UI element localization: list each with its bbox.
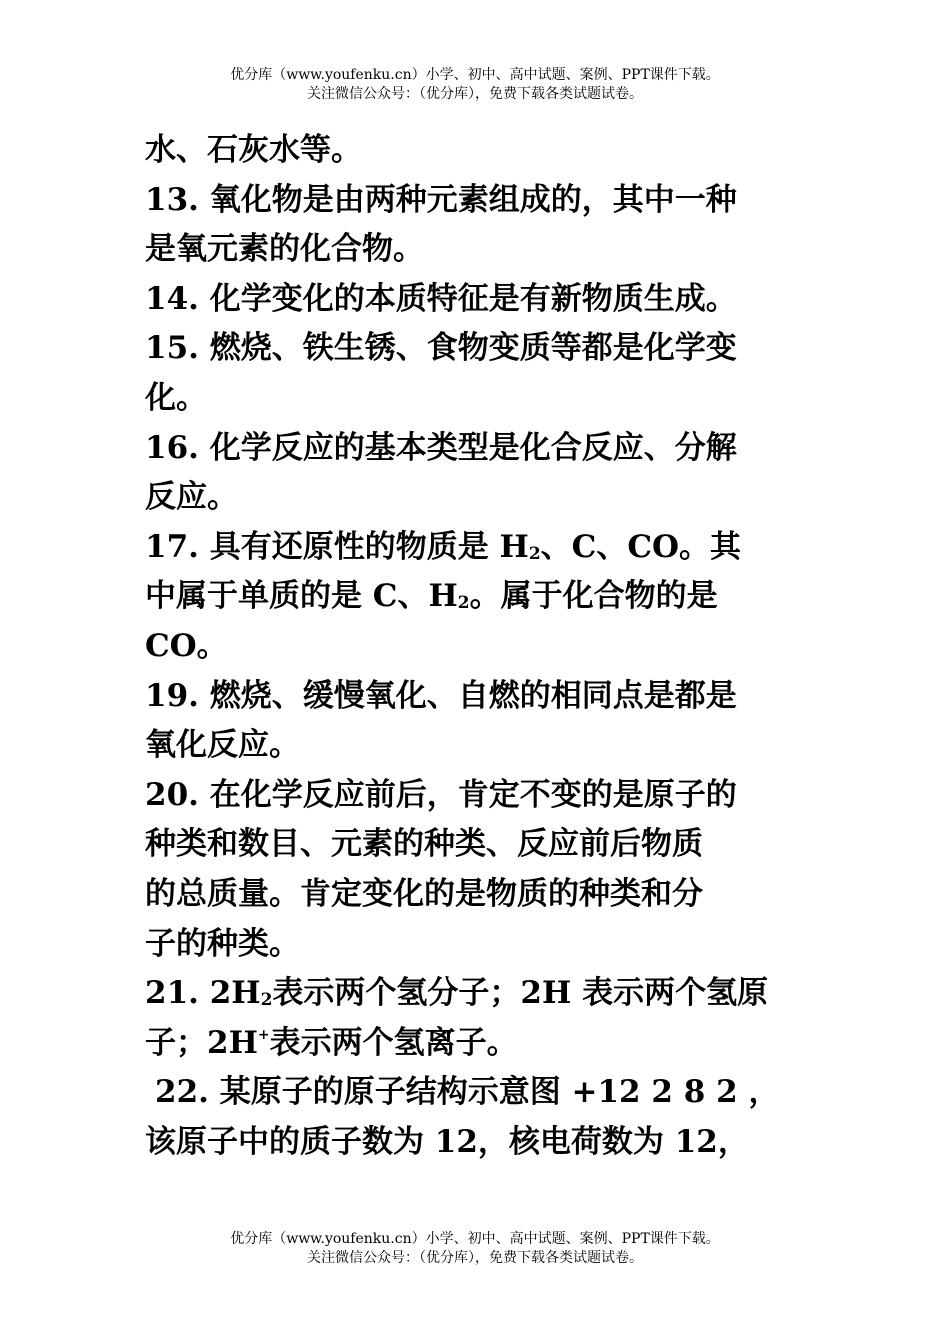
text-line: 22. 某原子的原子结构示意图 +12 2 8 2 ，: [155, 1074, 780, 1111]
text-line: 14. 化学变化的本质特征是有新物质生成。: [145, 280, 737, 317]
text-line: 是氧元素的化合物。: [145, 231, 424, 268]
text-line: 反应。: [145, 479, 238, 516]
page-footer: [0, 1230, 950, 1268]
subscript: 2: [260, 990, 273, 1011]
text-line: 子的种类。: [145, 925, 300, 962]
footer-line-1: 优分库（www.youfenku.cn）小学、初中、高中试题、案例、PPT课件下载。: [230, 1231, 720, 1247]
text-line: 氧化反应。: [145, 727, 300, 764]
text-segment: 表示两个氢分子；2H 表示两个氢原: [272, 975, 769, 1012]
text-line: 16. 化学反应的基本类型是化合反应、分解: [145, 429, 737, 466]
document-body: [145, 126, 825, 1167]
text-segment: 中属于单质的是 C、H: [145, 578, 458, 615]
text-line: [145, 523, 825, 573]
text-line: 化。: [145, 379, 207, 416]
text-line: 20. 在化学反应前后，肯定不变的是原子的: [145, 776, 737, 813]
text-line: 15. 燃烧、铁生锈、食物变质等都是化学变: [145, 330, 737, 367]
text-line: 的总质量。肯定变化的是物质的种类和分: [145, 875, 703, 912]
superscript: +: [257, 1026, 270, 1043]
text-line: 种类和数目、元素的种类、反应前后物质: [145, 826, 703, 863]
text-line: 19. 燃烧、缓慢氧化、自燃的相同点是都是: [145, 677, 737, 714]
text-line: [145, 1019, 825, 1069]
text-segment: 表示两个氢离子。: [269, 1024, 518, 1061]
text-segment: 子；2H: [145, 1024, 258, 1061]
text-segment: 17. 具有还原性的物质是 H: [145, 528, 529, 565]
text-segment: 21. 2H: [145, 975, 261, 1012]
header-line-1: 优分库（www.youfenku.cn）小学、初中、高中试题、案例、PPT课件下载。: [230, 67, 720, 83]
text-line: CO。: [145, 627, 228, 664]
page-header: [0, 66, 950, 104]
header-line-2: 关注微信公众号：（优分库），免费下载各类试题试卷。: [307, 86, 643, 102]
footer-line-2: 关注微信公众号：（优分库），免费下载各类试题试卷。: [307, 1250, 643, 1266]
text-line: 水、石灰水等。: [145, 132, 362, 168]
text-line: 该原子中的质子数为 12，核电荷数为 12，: [145, 1123, 749, 1160]
text-segment: 、C、CO。其: [540, 528, 742, 565]
text-line: 13. 氧化物是由两种元素组成的，其中一种: [145, 181, 737, 218]
subscript: 2: [528, 543, 541, 564]
subscript: 2: [457, 593, 470, 614]
text-line: [145, 572, 825, 622]
text-segment: 。属于化合物的是: [469, 578, 718, 615]
text-line: [145, 969, 825, 1019]
